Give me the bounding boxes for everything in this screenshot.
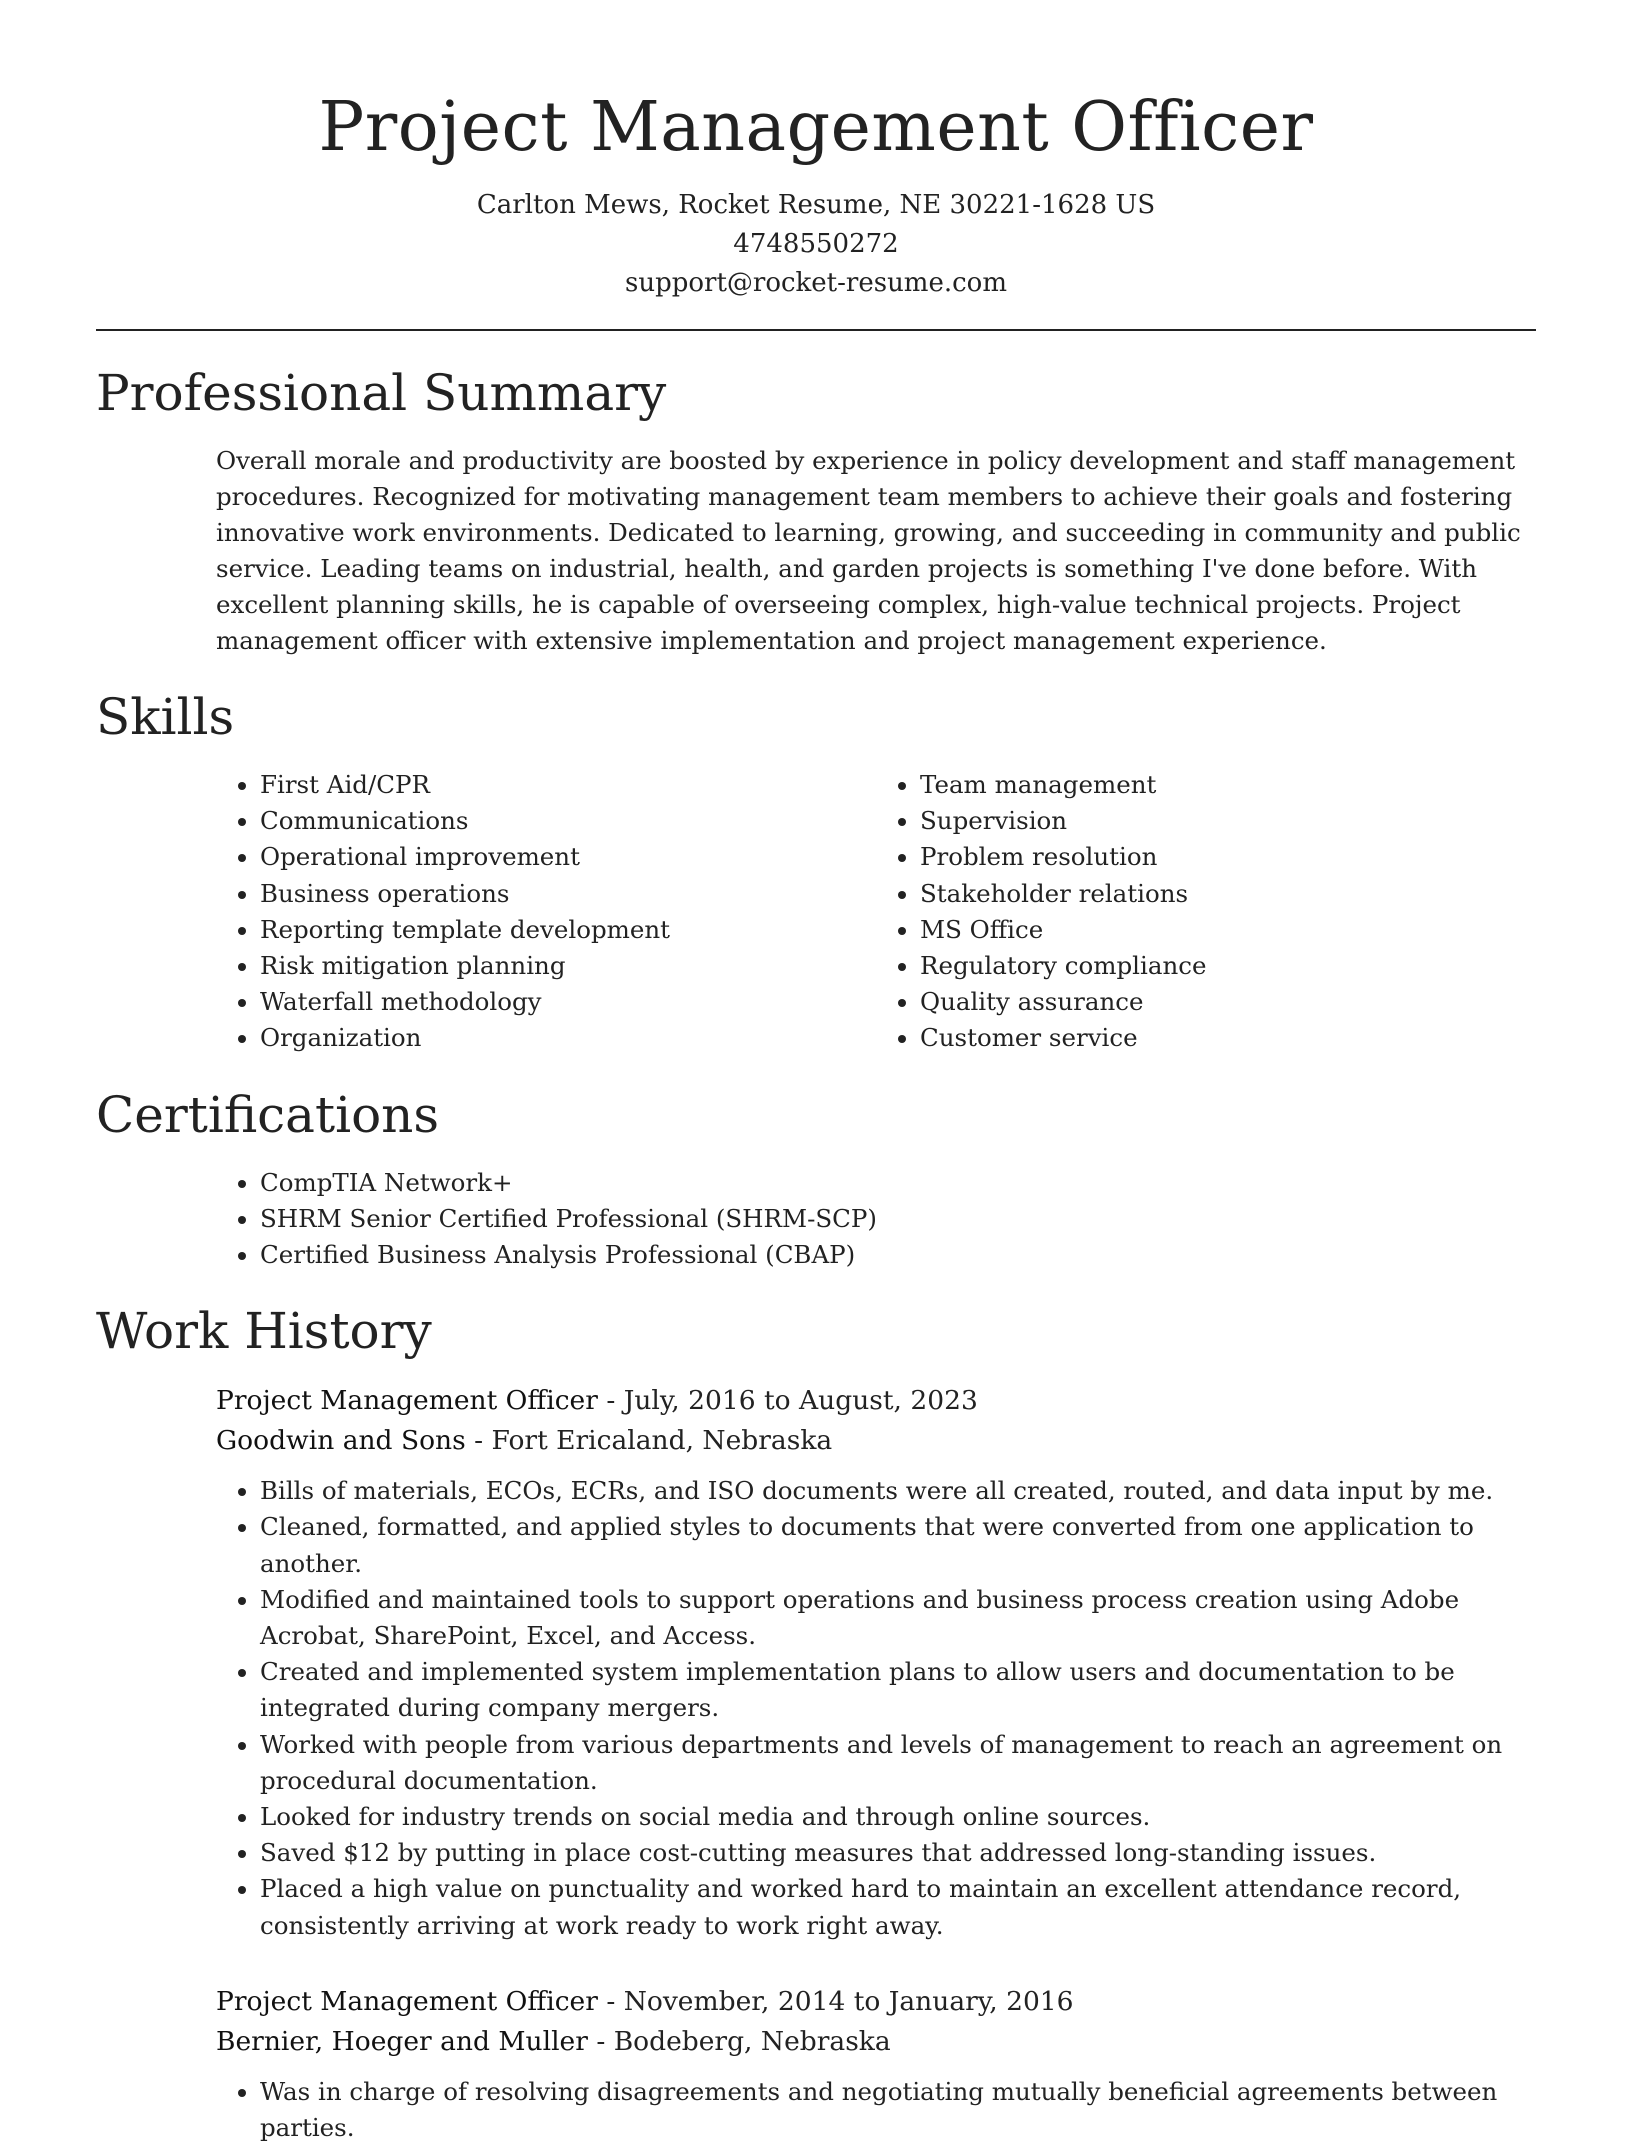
certification-item: • Certified Business Analysis Professional (CBAP)	[260, 1237, 1536, 1273]
resume-page	[96, 0, 1536, 2146]
job-header	[216, 1982, 1536, 2062]
skills-column-right	[876, 767, 1536, 1057]
job-header	[216, 1381, 1536, 1461]
job-company: Goodwin and Sons	[216, 1425, 466, 1457]
header-divider	[96, 329, 1536, 331]
job-bullet: • Was in charge of resolving disagreements and negotiating mutually beneficial agreements between parties.	[260, 2074, 1536, 2146]
job-company: Bernier, Hoeger and Muller	[216, 2025, 588, 2057]
skill-item: • Problem resolution	[920, 839, 1536, 875]
job-entry	[216, 1982, 1536, 2146]
skill-item: • Reporting template development	[260, 912, 876, 948]
contact-phone: 4748550272	[733, 229, 899, 259]
job-bullet: • Created and implemented system implementation plans to allow users and documentation to be integrated during company mergers.	[260, 1654, 1536, 1726]
job-bullet: • Looked for industry trends on social media and through online sources.	[260, 1799, 1536, 1835]
job-bullets	[216, 1473, 1536, 1944]
job-location: - Fort Ericaland, Nebraska	[465, 1425, 833, 1457]
resume-name: Project Management Officer	[318, 88, 1314, 167]
job-bullet: • Placed a high value on punctuality and worked hard to maintain an excellent attendance record, consistently arriving at work ready to work right away.	[260, 1871, 1536, 1943]
skill-item: • Communications	[260, 803, 876, 839]
job-bullet: • Saved $12 by putting in place cost-cutting measures that addressed long-standing issues.	[260, 1835, 1536, 1871]
summary-text: Overall morale and productivity are boosted by experience in policy development and staff management procedures. Recognized for motivating management team members to achieve their goals and fostering innovative work environments. Dedicated to learning, growing, and succeeding in community and public service. Leading teams on industrial, health, and garden projects is something I've done before. With excellent planning skills, he is capable of overseeing complex, high-value technical projects. Project management officer with extensive implementation and project management experience.	[216, 446, 1521, 655]
skill-item: • MS Office	[920, 912, 1536, 948]
skills-heading: Skills	[96, 688, 235, 746]
job-title: Project Management Officer	[216, 1985, 598, 2017]
job-dates: - November, 2014 to January, 2016	[597, 1985, 1074, 2017]
job-dates: - July, 2016 to August, 2023	[597, 1385, 978, 1417]
skill-item: • Supervision	[920, 803, 1536, 839]
contact-email: support@rocket-resume.com	[624, 268, 1007, 298]
contact-info	[96, 186, 1536, 303]
skill-item: • Team management	[920, 767, 1536, 803]
skill-item: • Organization	[260, 1020, 876, 1056]
skill-item: • Business operations	[260, 876, 876, 912]
job-location: - Bodeberg, Nebraska	[587, 2025, 891, 2057]
job-bullet: • Cleaned, formatted, and applied styles to documents that were converted from one application to another.	[260, 1509, 1536, 1581]
skill-item: • Regulatory compliance	[920, 948, 1536, 984]
skill-item: • First Aid/CPR	[260, 767, 876, 803]
contact-address: Carlton Mews, Rocket Resume, NE 30221-1628 US	[476, 190, 1156, 220]
job-entry	[216, 1381, 1536, 1944]
certification-item: • CompTIA Network+	[260, 1165, 1536, 1201]
job-bullet: • Bills of materials, ECOs, ECRs, and ISO documents were all created, routed, and data input by me.	[260, 1473, 1536, 1509]
skill-item: • Risk mitigation planning	[260, 948, 876, 984]
job-bullet: • Worked with people from various departments and levels of management to reach an agreement on procedural documentation.	[260, 1727, 1536, 1799]
certifications-heading: Certifications	[96, 1085, 440, 1144]
skill-item: • Stakeholder relations	[920, 876, 1536, 912]
skills-list	[216, 767, 1536, 1057]
work-history-heading: Work History	[96, 1302, 432, 1361]
skill-item: • Customer service	[920, 1020, 1536, 1056]
skills-column-left	[216, 767, 876, 1057]
job-bullets	[216, 2074, 1536, 2146]
certifications-list	[216, 1165, 1536, 1274]
certification-item: • SHRM Senior Certified Professional (SHRM-SCP)	[260, 1201, 1536, 1237]
job-title: Project Management Officer	[216, 1385, 598, 1417]
skill-item: • Operational improvement	[260, 839, 876, 875]
summary-heading: Professional Summary	[96, 364, 667, 422]
skill-item: • Quality assurance	[920, 984, 1536, 1020]
job-bullet: • Modified and maintained tools to support operations and business process creation using Adobe Acrobat, SharePoint, Excel, and Access.	[260, 1582, 1536, 1654]
skill-item: • Waterfall methodology	[260, 984, 876, 1020]
